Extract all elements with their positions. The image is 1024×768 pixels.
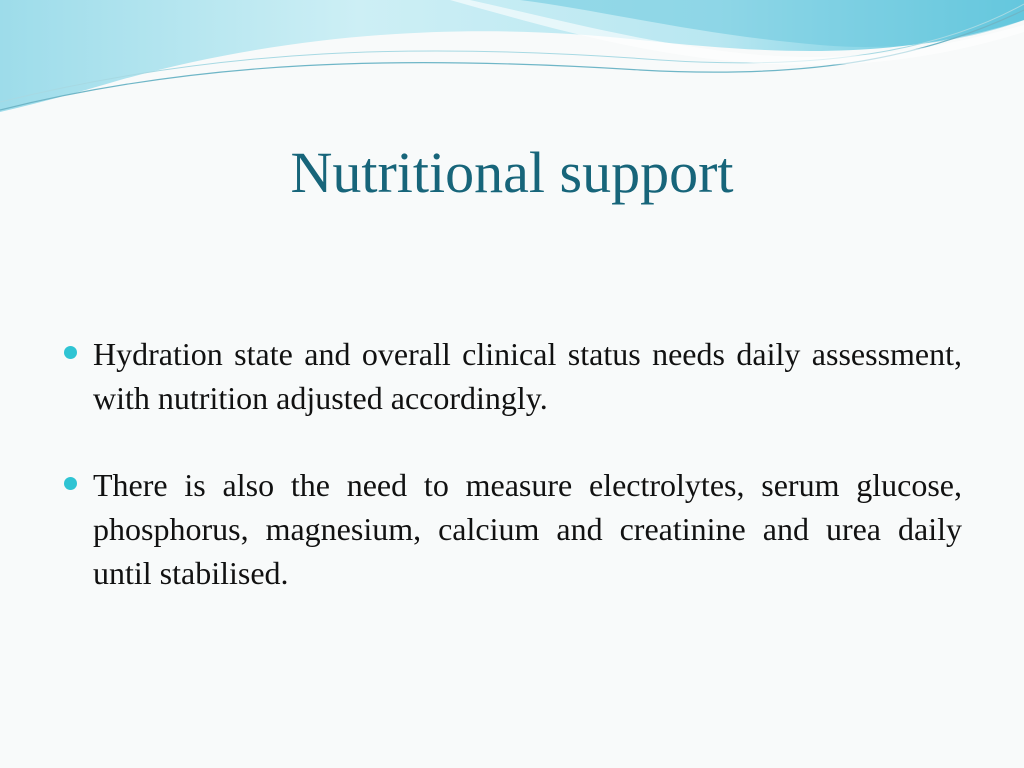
bullet-dot-icon [64, 346, 77, 359]
decorative-wave-header [0, 0, 1024, 130]
bullet-text: There is also the need to measure electrolytes, serum glucose, phosphorus, magnesium, calcium and creatinine and urea daily until stabilised. [93, 467, 962, 591]
bullet-list [62, 332, 962, 638]
bullet-text: Hydration state and overall clinical status needs daily assessment, with nutrition adjusted accordingly. [93, 336, 962, 416]
bullet-item [62, 463, 962, 595]
slide-title: Nutritional support [290, 140, 734, 205]
bullet-dot-icon [64, 477, 77, 490]
bullet-item [62, 332, 962, 420]
